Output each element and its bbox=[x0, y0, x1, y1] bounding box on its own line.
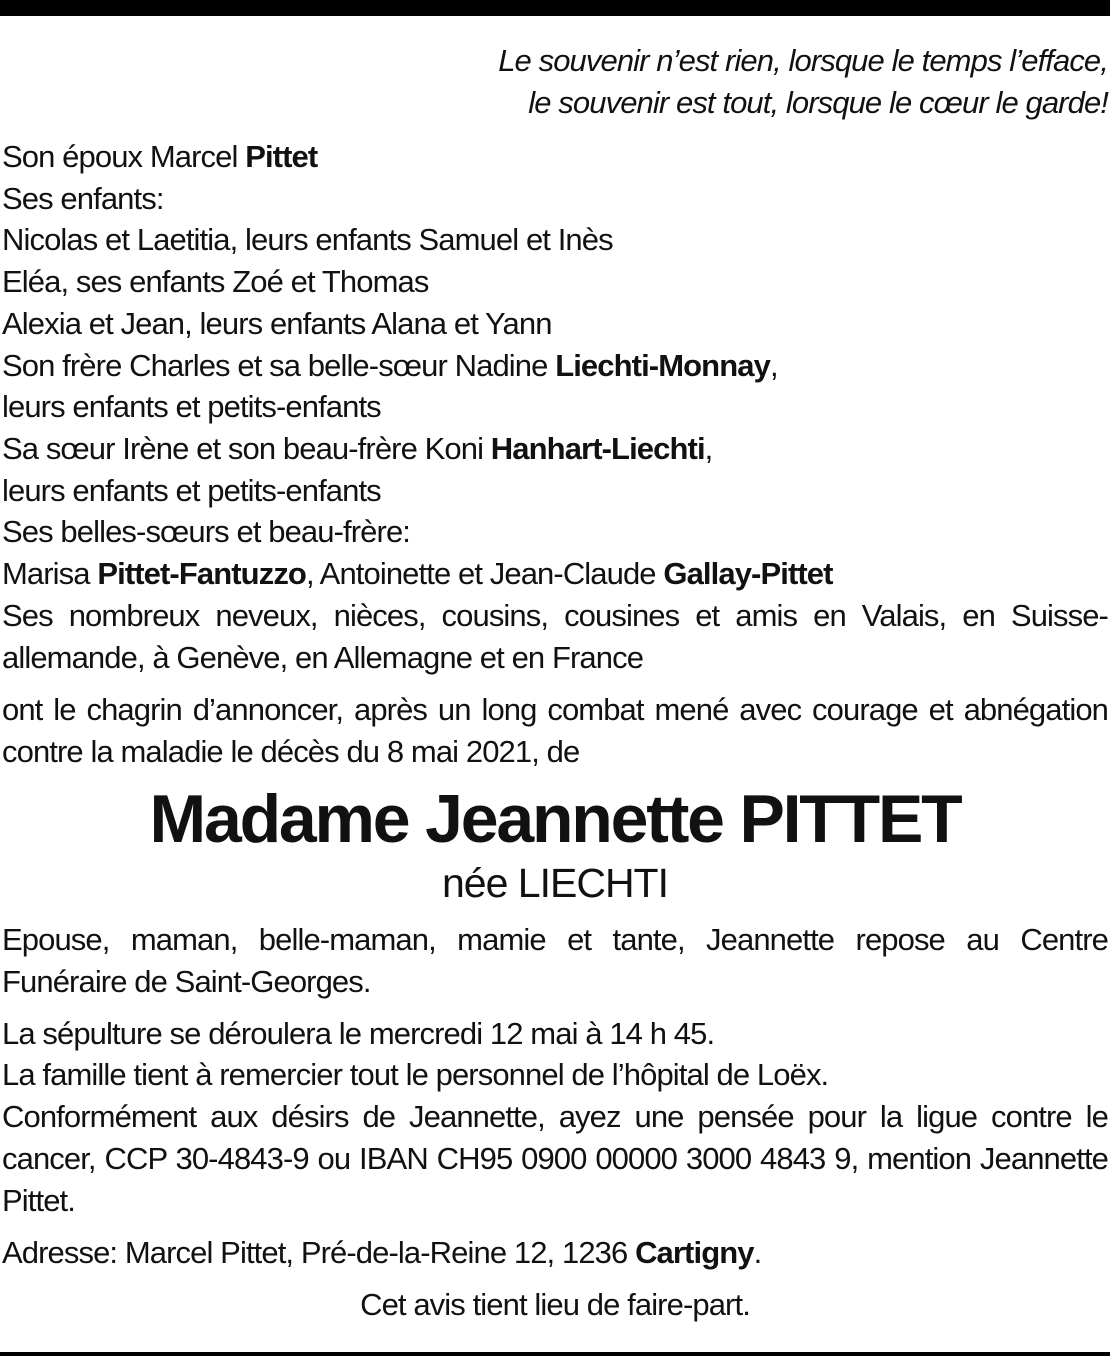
address-punct: . bbox=[753, 1235, 762, 1271]
family-line-child-1: Nicolas et Laetitia, leurs enfants Samuel et Inès bbox=[2, 222, 613, 258]
deceased-name: Madame Jeannette PITTET bbox=[149, 780, 961, 857]
belles-surname-2: Gallay-Pittet bbox=[663, 556, 833, 592]
epigraph-line-2: le souvenir est tout, lorsque le cœur le garde! bbox=[528, 85, 1108, 120]
belles-surname-1: Pittet-Fantuzzo bbox=[97, 556, 306, 592]
belles-text-1: Marisa bbox=[2, 556, 98, 592]
repose-paragraph: Epouse, maman, belle-maman, mamie et tante, Jeannette repose au Centre Funéraire de Saint-Georges. bbox=[2, 921, 1108, 999]
donation-paragraph: Conformément aux désirs de Jeannette, ayez une pensée pour la ligue contre le cancer, CCP 30-4843-9 ou IBAN CH95 0900 00000 3000 4843 9, mention Jeannette Pittet. bbox=[2, 1099, 1108, 1219]
family-line-child-3: Alexia et Jean, leurs enfants Alana et Yann bbox=[2, 305, 552, 341]
address-line bbox=[2, 1232, 1108, 1274]
bottom-rule bbox=[0, 1352, 1110, 1356]
family-line-belles bbox=[2, 553, 1108, 595]
frere-punct: , bbox=[769, 347, 778, 383]
faire-part-note: Cet avis tient lieu de faire-part. bbox=[360, 1286, 750, 1322]
belles-text-2: , Antoinette et Jean-Claude bbox=[305, 556, 664, 592]
epoux-text: Son époux Marcel bbox=[2, 139, 246, 174]
address-city: Cartigny bbox=[635, 1235, 754, 1271]
obituary-notice bbox=[2, 40, 1108, 1326]
sepulture-line: La sépulture se déroulera le mercredi 12 mai à 14 h 45. bbox=[2, 1015, 715, 1051]
family-line-soeur-2: leurs enfants et petits-enfants bbox=[2, 472, 381, 508]
family-line-nombreux: Ses nombreux neveux, nièces, cousins, cousines et amis en Valais, en Suisse-allemande, à Genève, en Allemagne et en France bbox=[2, 597, 1108, 675]
deceased-maiden-name: née LIECHTI bbox=[442, 859, 668, 906]
soeur-surname: Hanhart-Liechti bbox=[490, 430, 705, 466]
soeur-text: Sa sœur Irène et son beau-frère Koni bbox=[2, 430, 491, 466]
family-list bbox=[2, 136, 1108, 679]
top-rule bbox=[0, 0, 1110, 16]
epigraph-line-1: Le souvenir n’est rien, lorsque le temps l’efface, bbox=[498, 43, 1108, 78]
frere-text: Son frère Charles et sa belle-sœur Nadine bbox=[2, 347, 556, 383]
epigraph bbox=[2, 40, 1108, 124]
family-line-frere-2: leurs enfants et petits-enfants bbox=[2, 389, 381, 425]
frere-surname: Liechti-Monnay bbox=[555, 347, 770, 383]
family-line-child-2: Eléa, ses enfants Zoé et Thomas bbox=[2, 264, 429, 300]
family-line-epoux bbox=[2, 136, 1108, 178]
address-text: Adresse: Marcel Pittet, Pré-de-la-Reine 12, 1236 bbox=[2, 1235, 636, 1271]
announcement-text: ont le chagrin d’annoncer, après un long combat mené avec courage et abnégation contre la maladie le décès du 8 mai 2021, de bbox=[2, 691, 1108, 769]
family-line-belles-heading: Ses belles-sœurs et beau-frère: bbox=[2, 514, 410, 550]
soeur-punct: , bbox=[704, 430, 713, 466]
family-line-enfants-heading: Ses enfants: bbox=[2, 180, 164, 216]
epoux-surname: Pittet bbox=[245, 139, 318, 174]
family-line-frere bbox=[2, 345, 1108, 387]
remerciement-line: La famille tient à remercier tout le personnel de l’hôpital de Loëx. bbox=[2, 1057, 829, 1093]
family-line-soeur bbox=[2, 428, 1108, 470]
